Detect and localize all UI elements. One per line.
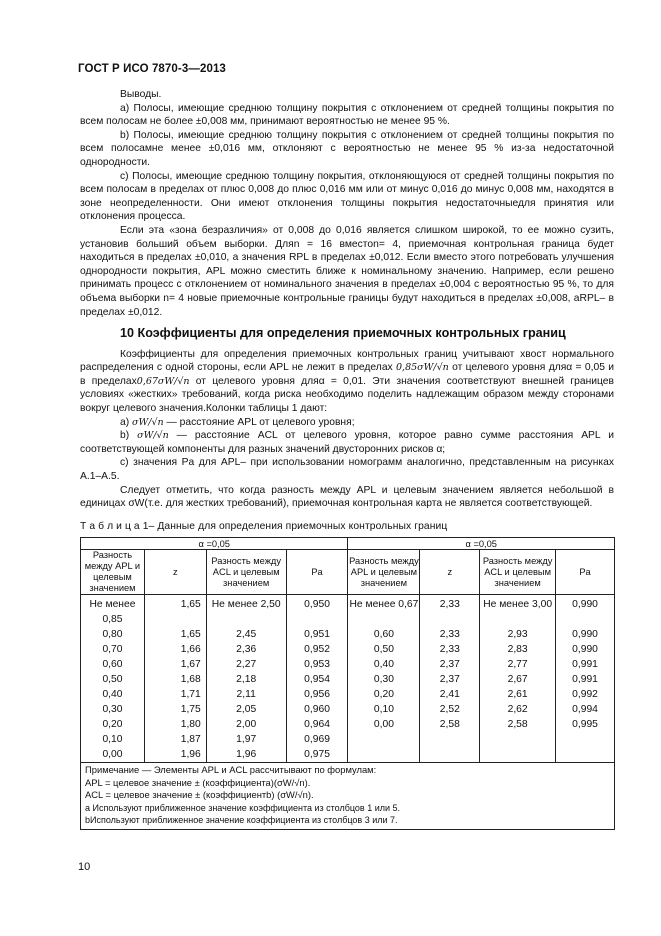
formula: σW/√n bbox=[132, 416, 164, 428]
table-cell: 0,50 bbox=[81, 672, 145, 687]
table-cell: 0,60 bbox=[81, 657, 145, 672]
table-cell: 2,61 bbox=[480, 687, 556, 702]
table-cell: 0,975 bbox=[286, 747, 348, 763]
table-cell: 1,68 bbox=[144, 672, 206, 687]
table-cell bbox=[348, 732, 420, 747]
note-title: Примечание — Элементы APL и ACL рассчитывают по формулам: bbox=[85, 764, 377, 776]
table-cell: 2,27 bbox=[206, 657, 286, 672]
table-cell: 2,77 bbox=[480, 657, 556, 672]
table-cell bbox=[348, 747, 420, 763]
alpha-right: α =0,05 bbox=[348, 538, 615, 550]
table-cell: 2,33 bbox=[420, 595, 480, 628]
formula: 0,67σW/√n bbox=[136, 375, 190, 387]
table-cell: 1,96 bbox=[144, 747, 206, 763]
table-cell: Не менее 3,00 bbox=[480, 595, 556, 628]
conclusion-a: а) Полосы, имеющие среднюю толщину покрытия с отклонением от средней толщины покрытия по всем полосам не более ±0,008 мм, принимают вероятностью не менее 95 %. bbox=[80, 102, 614, 128]
footnote-a: а Используют приближенное значение коэффициента из столбцов 1 или 5. bbox=[85, 802, 401, 813]
column-header: Pa bbox=[556, 550, 615, 595]
table-row bbox=[81, 672, 615, 687]
table-cell: 0,80 bbox=[81, 627, 145, 642]
indifference-zone-paragraph: Если эта «зона безразличия» от 0,008 до 0,016 является слишком широкой, то ее можно сузить, установив больший объем выборки. Дляn = 16 вместоn= 4, приемочная контрольная граница будет находиться в пределах ±0,010, а значения RPL в пределах ±0,012. Если вместо этого потребовать улучшения однородности покрытия, APL можно сместить ближе к номинальному значению. Например, если решено принимать процесс с отклонением от номинального значения в пределах ±0,004 с вероятностью 95 %, то для объема выборки n= 4 новые приемочные контрольные границы будут находиться в пределах ±0,008, aRPL– в пределах ±0,012. bbox=[80, 224, 614, 318]
table-cell: 0,960 bbox=[286, 702, 348, 717]
table-cell: 1,66 bbox=[144, 642, 206, 657]
table-cell: 2,93 bbox=[480, 627, 556, 642]
table-cell: 0,00 bbox=[348, 717, 420, 732]
table-cell: 2,52 bbox=[420, 702, 480, 717]
apl-formula: APL = целевое значение ± (коэффициента)(σW/√n). bbox=[85, 776, 311, 788]
conclusion-c: c) Полосы, имеющие среднюю толщину покрытия, отклоняющуюся от средней толщины покрытия по всем полосам в пределах от плюс 0,008 до плюс 0,016 мм или от минус 0,016 до минус 0,008 мм, находятся в зоне неопределенности. Они имеют отклонения толщины покрытия недостаточныедля принятия или отклонения процесса. bbox=[80, 170, 614, 223]
table-cell: 2,45 bbox=[206, 627, 286, 642]
table-cell: 2,33 bbox=[420, 627, 480, 642]
conclusions-title: Выводы. bbox=[120, 89, 162, 100]
document-body bbox=[80, 88, 614, 830]
table-cell: 0,969 bbox=[286, 732, 348, 747]
table-row bbox=[81, 627, 615, 642]
column-header: z bbox=[144, 550, 206, 595]
table-cell: 2,58 bbox=[420, 717, 480, 732]
table-cell bbox=[556, 747, 615, 763]
table-cell bbox=[480, 732, 556, 747]
table-cell: 1,80 bbox=[144, 717, 206, 732]
table-cell: 1,97 bbox=[206, 732, 286, 747]
table-cell: 2,05 bbox=[206, 702, 286, 717]
table-cell: 0,964 bbox=[286, 717, 348, 732]
footnote-b: bИспользуют приближенное значение коэффициента из столбцов 3 или 7. bbox=[85, 815, 398, 826]
column-item-a: а) σW/√n — расстояние APL от целевого уровня; bbox=[120, 416, 355, 428]
table-cell: Не менее 0,85 bbox=[81, 595, 145, 628]
table-row bbox=[81, 642, 615, 657]
table-cell: 2,18 bbox=[206, 672, 286, 687]
table-cell: 1,65 bbox=[144, 595, 206, 628]
table-note-row bbox=[81, 763, 615, 830]
table-body bbox=[81, 595, 615, 763]
table-cell bbox=[420, 732, 480, 747]
table-cell: 0,50 bbox=[348, 642, 420, 657]
column-header-row bbox=[81, 550, 615, 595]
table-cell: 2,37 bbox=[420, 672, 480, 687]
acl-formula: ACL = целевое значение ± (коэффициентb) (σW/√n). bbox=[85, 789, 314, 801]
page-number: 10 bbox=[78, 861, 91, 873]
column-item-c: c) значения Pa для APL– при использовании номограмм аналогично, представленным на рисунках А.1–А.5. bbox=[80, 457, 614, 483]
table-row bbox=[81, 717, 615, 732]
table-cell: 0,991 bbox=[556, 672, 615, 687]
table-cell: 0,953 bbox=[286, 657, 348, 672]
table-cell: 0,30 bbox=[348, 672, 420, 687]
table-cell: 0,70 bbox=[81, 642, 145, 657]
table-cell: 0,992 bbox=[556, 687, 615, 702]
document-header: ГОСТ Р ИСО 7870-3—2013 bbox=[78, 63, 226, 75]
acceptance-limits-table bbox=[80, 537, 615, 830]
table-cell: 2,83 bbox=[480, 642, 556, 657]
table-cell: 0,951 bbox=[286, 627, 348, 642]
table-cell: 0,994 bbox=[556, 702, 615, 717]
table-cell: 2,36 bbox=[206, 642, 286, 657]
table-row bbox=[81, 747, 615, 763]
table-cell: 2,37 bbox=[420, 657, 480, 672]
table-cell: 0,10 bbox=[81, 732, 145, 747]
column-header: z bbox=[420, 550, 480, 595]
table-cell: 0,954 bbox=[286, 672, 348, 687]
table-cell: 1,67 bbox=[144, 657, 206, 672]
table-cell: 0,990 bbox=[556, 595, 615, 628]
section-10-paragraph-2: Следует отметить, что когда разность между APL и целевым значением является небольшой в единицах σW(т.е. для жестких требований), приемочная контрольная карта не является соответствующей. bbox=[80, 484, 614, 510]
table-cell: 0,995 bbox=[556, 717, 615, 732]
table-cell: 1,96 bbox=[206, 747, 286, 763]
table-caption: Т а б л и ц а 1– Данные для определения приемочных контрольных границ bbox=[80, 520, 448, 532]
column-header: Разность между APL и целевым значением bbox=[81, 550, 145, 595]
table-row bbox=[81, 702, 615, 717]
table-cell: 2,33 bbox=[420, 642, 480, 657]
table-cell: 1,75 bbox=[144, 702, 206, 717]
column-item-b: b) σW/√n — расстояние ACL от целевого уровня, которое равно сумме расстояния APL и соответствующей компоненты для разных значений двусторонних рисков α; bbox=[80, 430, 614, 455]
table-cell: 2,67 bbox=[480, 672, 556, 687]
table-cell: 0,10 bbox=[348, 702, 420, 717]
section-10-paragraph-1: Коэффициенты для определения приемочных контрольных границ учитывают хвост нормального распределения с одной стороны, если APL не лежит в пределах 0,85σW/√n от целевого уровня дляα = 0,05 и в пределах0,67σW/√n от целевого уровня дляα = 0,01. Эти значения соответствуют внешней границев условиях «жестких» требований, когда риска необходимо поделить надлежащим образом между сторонами вокруг целевого значения.Колонки таблицы 1 дают: bbox=[80, 348, 614, 415]
table-cell: Не менее 2,50 bbox=[206, 595, 286, 628]
table-cell: 2,62 bbox=[480, 702, 556, 717]
table-cell: 0,991 bbox=[556, 657, 615, 672]
table-cell: 0,40 bbox=[348, 657, 420, 672]
table-cell: 0,990 bbox=[556, 642, 615, 657]
table-cell: 0,00 bbox=[81, 747, 145, 763]
table-note bbox=[81, 763, 615, 830]
column-header: Разность между ACL и целевым значением bbox=[480, 550, 556, 595]
table-row bbox=[81, 687, 615, 702]
table-cell: 0,40 bbox=[81, 687, 145, 702]
table-cell bbox=[480, 747, 556, 763]
table-row bbox=[81, 732, 615, 747]
table-cell: Не менее 0,67 bbox=[348, 595, 420, 628]
conclusion-b: b) Полосы, имеющие среднюю толщину покрытия с отклонением от средней толщины покрытия по всем полосамне менее ±0,016 мм, отклоняют с вероятностью не менее 95 % из-за недостаточной однородности. bbox=[80, 129, 614, 168]
section-10-title: 10 Коэффициенты для определения приемочных контрольных границ bbox=[120, 326, 566, 341]
table-cell: 0,20 bbox=[81, 717, 145, 732]
table-cell: 0,20 bbox=[348, 687, 420, 702]
table-cell: 2,41 bbox=[420, 687, 480, 702]
table-cell bbox=[420, 747, 480, 763]
table-cell: 2,00 bbox=[206, 717, 286, 732]
table-cell: 2,58 bbox=[480, 717, 556, 732]
table-cell: 0,956 bbox=[286, 687, 348, 702]
table-cell: 0,30 bbox=[81, 702, 145, 717]
column-header: Разность между ACL и целевым значением bbox=[206, 550, 286, 595]
table-cell: 0,950 bbox=[286, 595, 348, 628]
table-cell: 0,990 bbox=[556, 627, 615, 642]
formula: 0,85σW/√n bbox=[396, 362, 449, 374]
table-cell: 0,952 bbox=[286, 642, 348, 657]
table-cell: 1,65 bbox=[144, 627, 206, 642]
table-cell: 2,11 bbox=[206, 687, 286, 702]
formula: σW/√n bbox=[137, 430, 169, 442]
table-cell: 1,71 bbox=[144, 687, 206, 702]
table-cell: 0,60 bbox=[348, 627, 420, 642]
column-header: Pa bbox=[286, 550, 348, 595]
table-cell: 1,87 bbox=[144, 732, 206, 747]
table-cell bbox=[556, 732, 615, 747]
table-row bbox=[81, 595, 615, 628]
column-header: Разность между APL и целевым значением bbox=[348, 550, 420, 595]
table-row bbox=[81, 657, 615, 672]
alpha-left: α =0,05 bbox=[81, 538, 348, 550]
alpha-header-row bbox=[81, 538, 615, 550]
